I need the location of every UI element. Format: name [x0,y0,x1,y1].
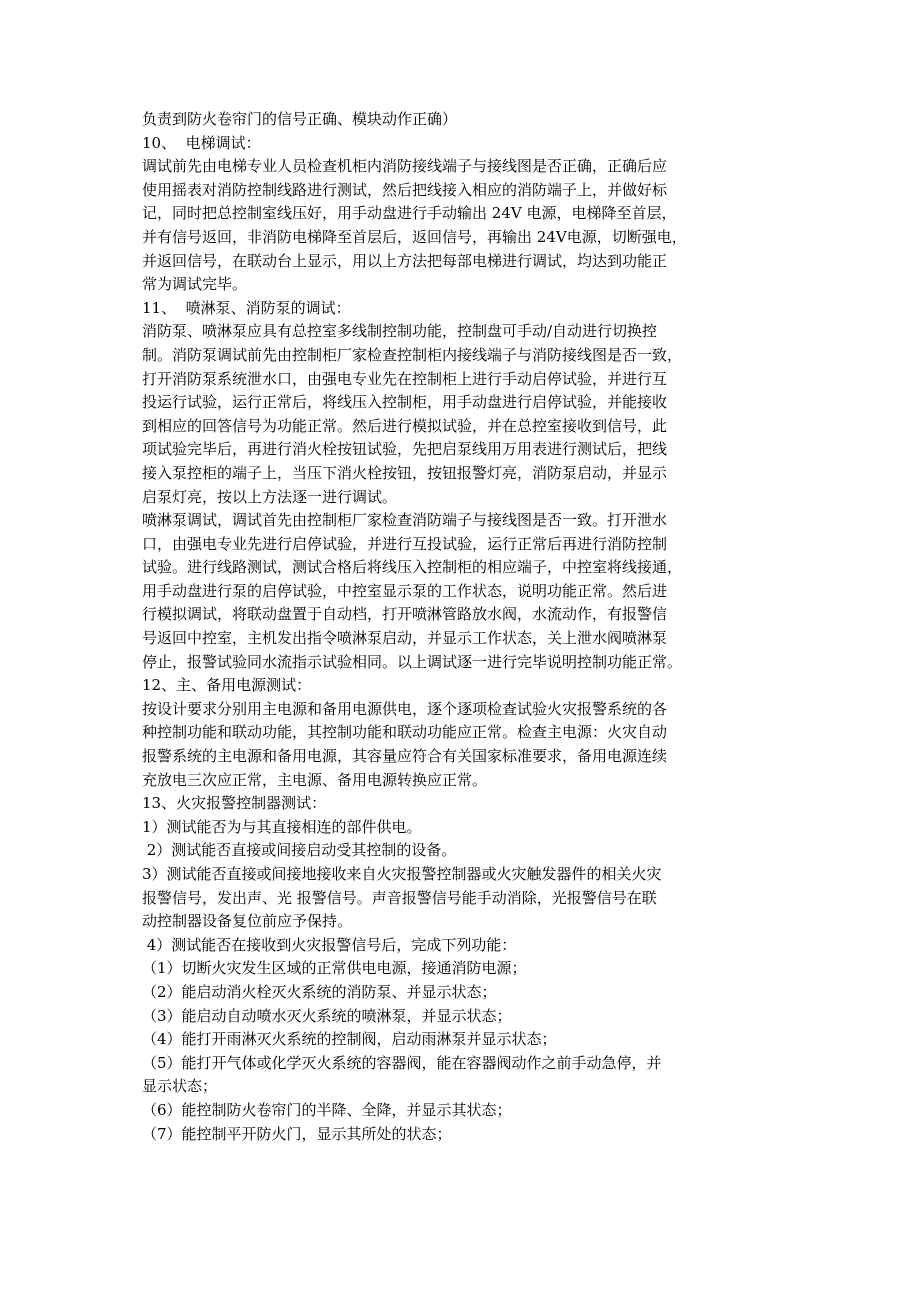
text-line: 制。消防泵调试前先由控制柜厂家检查控制柜内接线端子与消防接线图是否一致， [142,345,683,364]
text-line: 启泵灯亮，按以上方法逐一进行调试。 [142,487,398,506]
document-page [142,108,782,1146]
text-line: 打开消防泵系统泄水口，由强电专业先在控制柜上进行手动启停试验，并进行互 [142,369,668,388]
list-item: 3）测试能否直接或间接地接收来自火灾报警控制器或火灾触发器件的相关火灾 [142,865,662,883]
text-line: 记，同时把总控制室线压好，用手动盘进行手动输出 24V 电源，电梯降至首层， [142,204,677,223]
function-item: （7）能控制平开防火门，显示其所处的状态； [142,1124,452,1143]
section-13-body [142,816,782,1146]
text-line: 号返回中控室，主机发出指令喷淋泵启动，并显示工作状态，关上泄水阀喷淋泵 [142,629,668,648]
list-item-continuation: 动控制器设备复位前应予保持。 [142,912,353,931]
text-line: 充放电三次应正常，主电源、备用电源转换应正常。 [142,770,488,789]
section-11-paragraph-1 [142,320,782,509]
text-line: 消防泵、喷淋泵应具有总控室多线制控制功能，控制盘可手动/自动进行切换控 [142,322,658,341]
text-line: 常为调试完毕。 [142,275,248,294]
section-10-heading: 10、 电梯调试： [142,133,261,152]
text-line: 并有信号返回，非消防电梯降至首层后，返回信号，再输出 24V电源，切断强电， [142,227,687,246]
text-line: 项试验完毕后，再进行消火栓按钮试验，先把启泵线用万用表进行测试后，把线 [142,440,668,459]
text-line: 行模拟调试，将联动盘置于自动档，打开喷淋管路放水阀，水流动作，有报警信 [142,605,668,624]
text-line: 并返回信号，在联动台上显示，用以上方法把每部电梯进行调试，均达到功能正 [142,251,668,270]
text-line: 调试前先由电梯专业人员检查机柜内消防接线端子与接线图是否正确，正确后应 [142,157,668,176]
list-item-continuation: 报警信号，发出声、光 报警信号。声音报警信号能手动消除，光报警信号在联 [142,888,657,907]
continuation-line: 负责到防火卷帘门的信号正确、模块动作正确） [142,110,458,128]
list-item: 4）测试能否在接收到火灾报警信号后，完成下列功能： [142,935,517,954]
text-line: 喷淋泵调试，调试首先由控制柜厂家检查消防端子与接线图是否一致。打开泄水 [142,511,668,530]
text-line: 使用摇表对消防控制线路进行测试，然后把线接入相应的消防端子上，并做好标 [142,180,668,199]
list-item: 1）测试能否为与其直接相连的部件供电。 [142,817,422,836]
text-line: 试验。进行线路测试，测试合格后将线压入控制柜的相应端子，中控室将线接通， [142,558,683,577]
text-line: 停止，报警试验同水流指示试验相同。以上调试逐一进行完毕说明控制功能正常。 [142,652,683,671]
text-line: 接入泵控柜的端子上，当压下消火栓按钮，按钮报警灯亮，消防泵启动，并显示 [142,463,668,482]
function-item-continuation: 显示状态； [142,1077,218,1096]
function-item: （6）能控制防火卷帘门的半降、全降，并显示其状态； [142,1100,512,1119]
section-11-heading: 11、 喷淋泵、消防泵的调试： [142,298,351,317]
section-13-heading: 13、火灾报警控制器测试： [142,794,327,813]
section-11-paragraph-2 [142,509,782,674]
text-line: 种控制功能和联动功能，其控制功能和联动功能应正常。检查主电源：火灾自动 [142,723,668,742]
text-line: 报警系统的主电源和备用电源，其容量应符合有关国家标准要求，备用电源连续 [142,747,668,766]
section-12-heading: 12、主、备用电源测试： [142,676,312,695]
text-line: 到相应的回答信号为功能正常。然后进行模拟试验，并在总控室接收到信号，此 [142,416,668,435]
list-item: 2）测试能否直接或间接启动受其控制的设备。 [142,841,457,860]
section-12-body [142,698,782,792]
function-item: （4）能打开雨淋灭火系统的控制阀，启动雨淋泵并显示状态； [142,1030,557,1049]
text-line: 用手动盘进行泵的启停试验，中控室显示泵的工作状态，说明功能正常。然后进 [142,581,668,600]
text-line: 投运行试验，运行正常后，将线压入控制柜，用手动盘进行启停试验，并能接收 [142,393,668,412]
section-10-body [142,155,782,297]
text-line: 按设计要求分别用主电源和备用电源供电，逐个逐项检查试验火灾报警系统的各 [142,699,668,718]
text-line: 口，由强电专业先进行启停试验，并进行互投试验，运行正常后再进行消防控制 [142,534,668,553]
function-item: （2）能启动消火栓灭火系统的消防泵、并显示状态； [142,982,497,1001]
function-item: （3）能启动自动喷水灭火系统的喷淋泵，并显示状态； [142,1006,512,1025]
function-item: （5）能打开气体或化学灭火系统的容器阀，能在容器阀动作之前手动急停，并 [142,1053,662,1072]
function-item: （1）切断火灾发生区域的正常供电电源，接通消防电源； [142,959,527,978]
